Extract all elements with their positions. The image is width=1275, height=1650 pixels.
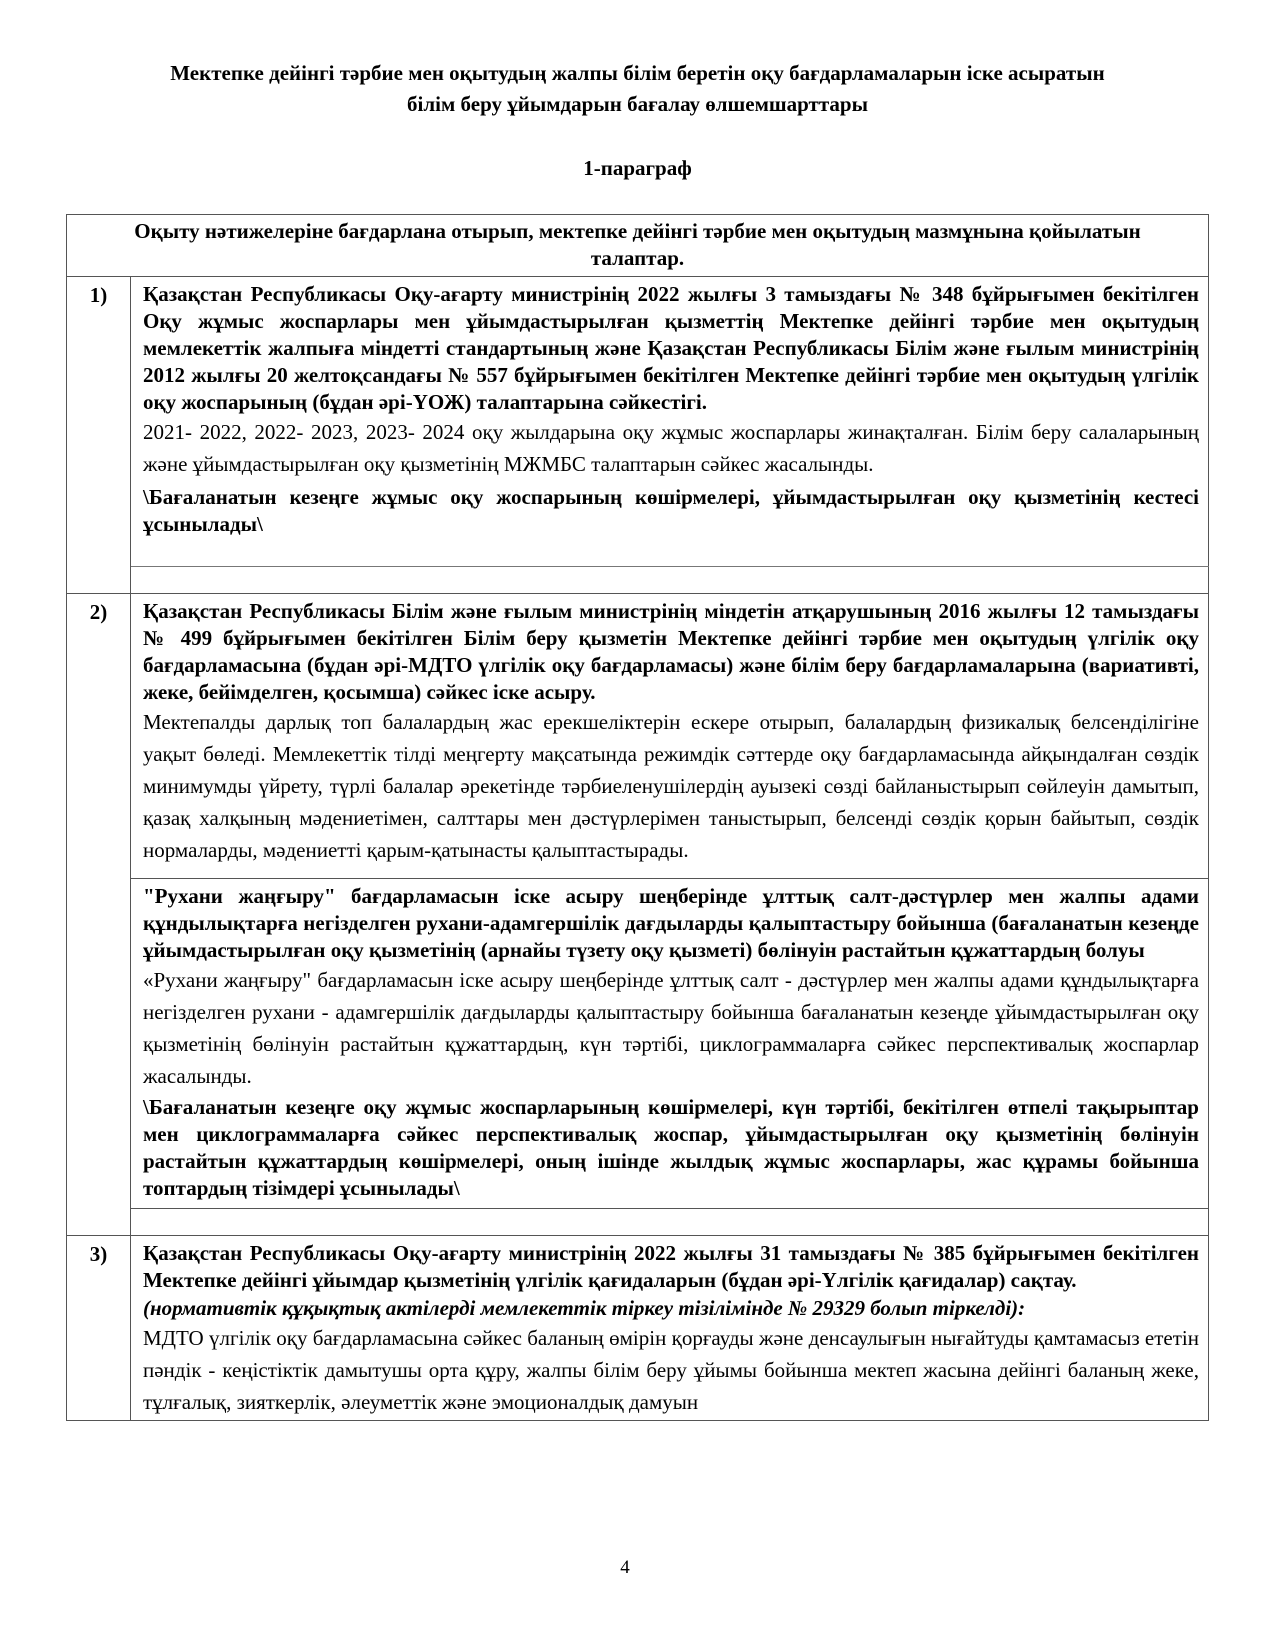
empty-cell [131, 567, 1209, 594]
row-number: 2) [67, 594, 131, 1236]
table-row [67, 277, 1209, 567]
evidence-text: \Бағаланатын кезеңге оқу жұмыс жоспарларының көшірмелері, күн тәртібі, бекітілген өтпелі тақырыптар мен циклограммаларға сәйкес перспективалық жоспар, ұйымдастырылған оқу қызметінің бөлінуін растайтын құжаттардың көшірмелері, оның ішінде жылдық жұмыс жоспарлары, жас құрамы бойынша топтардың тізімдері ұсынылады\ [143, 1095, 1199, 1200]
row-content [131, 1236, 1209, 1421]
sub-requirement-text: "Рухани жаңғыру" бағдарламасын іске асыру шеңберінде ұлттық салт-дәстүрлер мен жалпы адами құндылықтарға негізделген рухани-адамгершілік дағдыларды қалыптастыру бойынша (бағаланатын кезеңде ұйымдастырылған оқу қызметінің (арнайы түзету оқу қызметі) бөлінуін растайтын құжаттардың болуы [143, 884, 1199, 962]
registration-note: (нормативтік құқықтық актілерді мемлекеттік тіркеу тізілімінде № 29329 болып тіркелді): [143, 1296, 1026, 1320]
empty-cell [131, 1209, 1209, 1236]
requirement-text: Қазақстан Республикасы Оқу-ағарту министрінің 2022 жылғы 3 тамыздағы № 348 бұйрығымен бекітілген Оқу жұмыс жоспарлары мен ұйымдастырылған қызметтің Мектепке дейінгі тәрбие мен оқытудың мемлекеттік жалпыға міндетті стандартының және Қазақстан Республикасы Білім және ғылым министрінің 2012 жылғы 20 желтоқсандағы № 557 бұйрығымен бекітілген Мектепке дейінгі тәрбие мен оқытудың үлгілік оқу жоспарының (бұдан әрі-ҮОЖ) талаптарына сәйкестігі. [143, 282, 1199, 414]
requirement-text: Қазақстан Республикасы Білім және ғылым министрінің міндетін атқарушының 2016 жылғы 12 тамыздағы № 499 бұйрығымен бекітілген Білім беру қызметін Мектепке дейінгі тәрбие мен оқытудың үлгілік оқу бағдарламасына (бұдан әрі-МДТО үлгілік оқу бағдарламасы) және білім беру бағдарламаларына (вариативті, жеке, бейімделген, қосымша) сәйкес іске асыру. [143, 599, 1199, 704]
table-header: Оқыту нәтижелеріне бағдарлана отырып, мектепке дейінгі тәрбие мен оқытудың мазмұнына қойылатын талаптар. [67, 215, 1209, 277]
table-row-spacer [67, 567, 1209, 594]
paragraph-label: 1-параграф [583, 156, 692, 180]
sub-response-text: «Рухани жаңғыру" бағдарламасын іске асыру шеңберінде ұлттық салт - дәстүрлер мен жалпы адами құндылықтарға негізделген рухани - адамгершілік дағдыларды қалыптастыру бойынша бағаланатын кезеңде ұйымдастырылған оқу қызметінің бөлінуін растайтын құжаттардың, күн тәртібі, циклограммаларға сәйкес перспективалық жоспарлар жасалынды. [143, 968, 1199, 1088]
row-number: 1) [67, 277, 131, 594]
response-text: Мектепалды дарлық топ балалардың жас ерекшеліктерін ескере отырып, балалардың физикалық белсенділігіне уақыт бөледі. Мемлекеттік тілді меңгерту мақсатында режимдік сәттерде оқу бағдарламасында айқындалған сөздік минимумды үйрету, түрлі балалар әрекетінде тәрбиеленушілердің ауызекі сөзді байланыстырып сөйлеуін дамытып, қазақ халқының мәдениетімен, салттары мен дәстүрлерімен таныстырып, белсенді сөздік қорын байытып, сөздік нормаларды, мәдениетті қарым-қатынасты қалыптастырады. [143, 710, 1199, 862]
document-title [60, 58, 1215, 120]
subrow-content [131, 879, 1209, 1209]
row-number: 3) [67, 1236, 131, 1421]
table-row [67, 594, 1209, 879]
title-line-2: білім беру ұйымдарын бағалау өлшемшарттары [407, 92, 868, 116]
response-text: МДТО үлгілік оқу бағдарламасына сәйкес баланың өмірін қорғауды және денсаулығын нығайтуды қамтамасыз ететін пәндік - кеңістіктік дамытушы орта құру, жалпы білім беру ұйымы бойынша мектеп жасына дейінгі баланың жеке, тұлғалық, зияткерлік, әлеуметтік және эмоционалдық дамуын [143, 1326, 1199, 1414]
criteria-table [66, 214, 1209, 1421]
response-text: 2021- 2022, 2022- 2023, 2023- 2024 оқу жылдарына оқу жұмыс жоспарлары жинақталған. Білім беру салаларының және ұйымдастырылған оқу қызметінің МЖМБС талаптарын сәйкес жасалынды. [143, 420, 1199, 476]
table-row-spacer [67, 1209, 1209, 1236]
row-content [131, 277, 1209, 567]
table-row [67, 1236, 1209, 1421]
table-header-row [67, 215, 1209, 277]
evidence-text: \Бағаланатын кезеңге жұмыс оқу жоспарының көшірмелері, ұйымдастырылған оқу қызметінің кестесі ұсынылады\ [143, 485, 1199, 536]
requirement-text: Қазақстан Республикасы Оқу-ағарту министрінің 2022 жылғы 31 тамыздағы № 385 бұйрығымен бекітілген Мектепке дейінгі ұйымдар қызметінің үлгілік қағидаларын (бұдан әрі-Үлгілік қағидалар) сақтау. [143, 1241, 1199, 1292]
page-number: 4 [620, 1557, 630, 1578]
row-content [131, 594, 1209, 879]
table-subrow [67, 879, 1209, 1209]
title-line-1: Мектепке дейінгі тәрбие мен оқытудың жалпы білім беретін оқу бағдарламаларын іске асыратын [170, 61, 1105, 85]
